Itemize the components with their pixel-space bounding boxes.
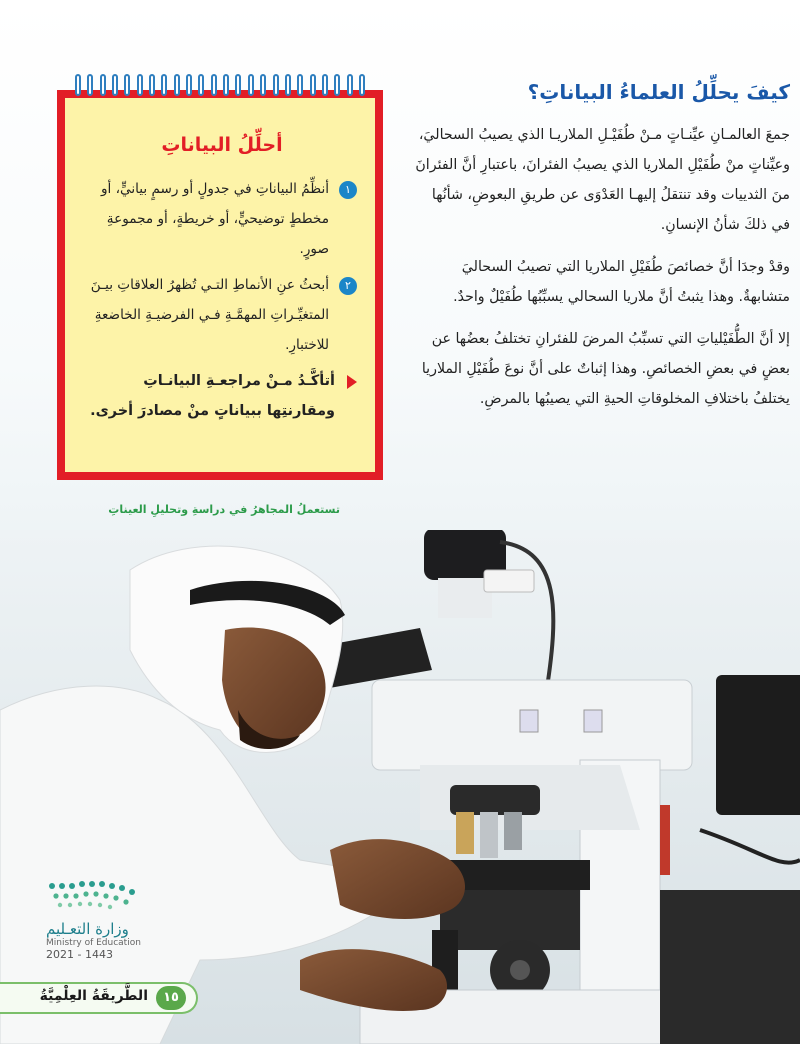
spiral-binding [75, 74, 365, 98]
article-paragraph-1: جمعَ العالمـانِ عيِّنـاتٍ مـنْ طُفَيْـلِ الملاريـا الذي يصيبُ السحاليَ، وعيِّناتٍ منْ طُفَيْلِ الملاريا الذي يصيبُ الفئرانَ، باعتبارِ أنَّ الفئرانَ منَ الثدييات وقد تنتقلُ إليهـا العَدْوَى عن طريقِ البعوضِ، شأنُها في ذلكَ شأنُ الإنسانِ. [415, 127, 790, 233]
card-check-note [87, 366, 357, 426]
scientist-microscope-photo [0, 530, 800, 1044]
ministry-name-en: Ministry of Education [46, 938, 141, 948]
card-step-2 [87, 270, 357, 360]
analyze-data-card [57, 74, 383, 480]
card-step-text: أبحثُ عنِ الأنماطِ التـي تُظهرُ العلاقاتِ بيـنَ المتغيِّـراتِ المهمَّـةِ فـي الفرضيـةِ الخاضعةِ للاختبارِ. [90, 277, 329, 353]
page-number-badge: ١٥ [156, 986, 186, 1010]
photo-caption: تستعملُ المجاهرُ في دراسةِ وتحليلِ العيناتِ [108, 503, 340, 516]
card-step-1 [87, 174, 357, 264]
article-paragraph-2: وقدْ وجدَا أنَّ خصائصَ طُفَيْلِ الملاريا التي تصيبُ السحاليَ متشابهةٌ. وهذا يثبتُ أنَّ ملاريا السحالي يسبِّبُها طُفَيْلٌ واحدٌ. [453, 259, 790, 305]
card-border [57, 90, 383, 480]
ministry-year: 2021 - 1443 [46, 948, 113, 961]
article-heading: كيفَ يحلِّلُ العلماءُ البياناتِ؟ [527, 80, 790, 104]
step-number-badge: ٢ [339, 277, 357, 295]
article [410, 78, 790, 426]
red-triangle-icon [347, 375, 357, 389]
ministry-dots-icon [46, 878, 142, 912]
card-check-text: أتأكَّـدُ مـنْ مراجعـةِ البيانـاتِ ومقارنتِها ببياناتٍ منْ مصادرَ أخرى. [90, 373, 335, 419]
article-paragraph-3: إلا أنَّ الطُّفَيْلياتِ التي تسبِّبُ المرضَ للفئرانِ تختلفُ بعضُها عن بعضٍ في بعضِ الخصائصِ. وهذا إثباتٌ على أنَّ نوعَ طُفَيْلِ الملاريا يختلفُ باختلافِ المخلوقاتِ الحيةِ التي يصيبُها بالمرضِ. [421, 331, 790, 407]
step-number-badge: ١ [339, 181, 357, 199]
footer-section-title: الطَّريقَةُ العِلْمِيَّةُ [39, 988, 148, 1004]
ministry-logo [46, 878, 186, 961]
card-title: أحلِّلُ البياناتِ [161, 134, 283, 156]
card-step-text: أنظِّمُ البياناتِ في جدولٍ أو رسمٍ بيانيٍّ، أو مخططٍ توضيحيٍّ، أو خريطةٍ، أو مجموعةِ صورٍ. [100, 181, 329, 257]
ministry-name-ar: وزارة التعـليم [46, 920, 129, 938]
card-body [65, 98, 375, 472]
